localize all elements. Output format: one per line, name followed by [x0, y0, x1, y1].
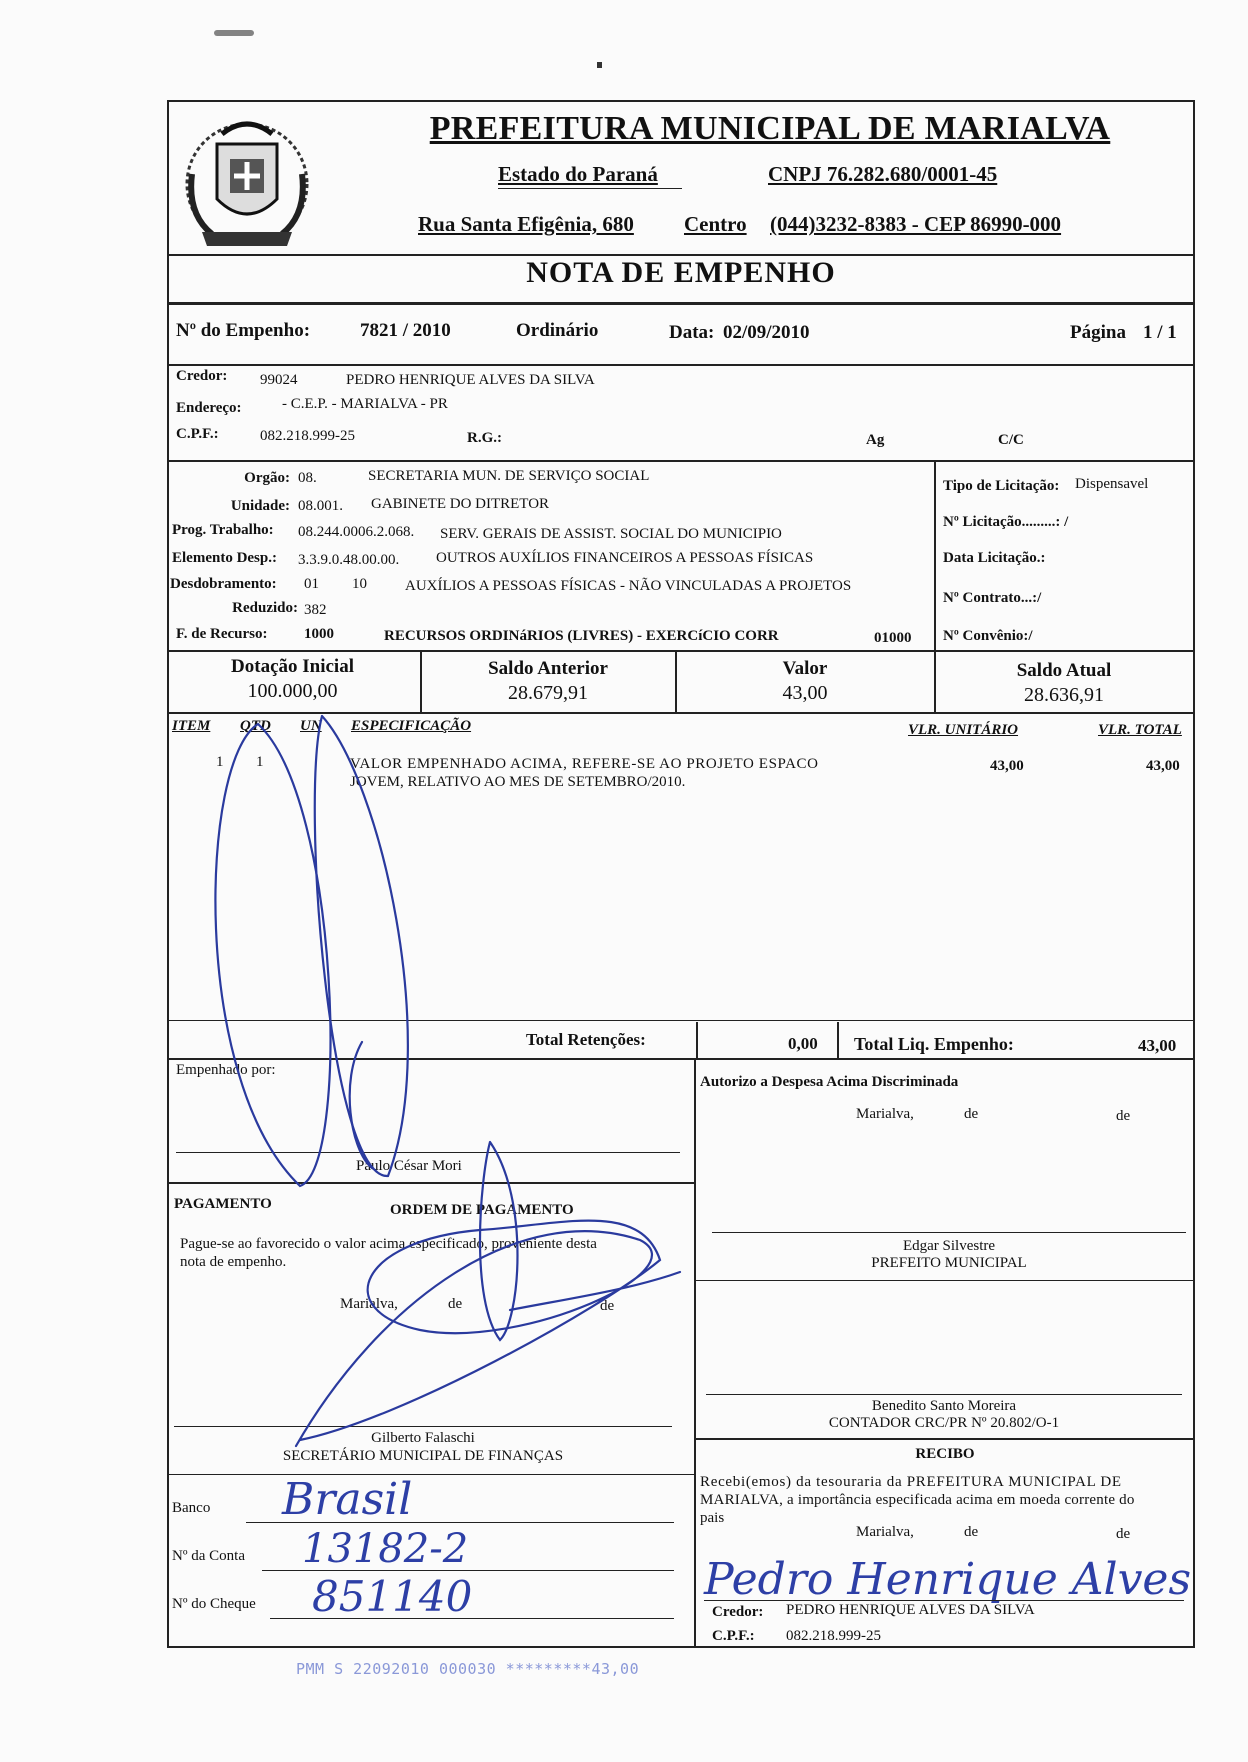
divider [167, 1058, 1195, 1060]
col-spec: ESPECIFICAÇÃO [351, 718, 472, 734]
col-un: UN [300, 718, 322, 734]
prog-name: SERV. GERAIS DE ASSIST. SOCIAL DO MUNICIPIO [440, 526, 782, 542]
licitacao-type-label: Tipo de Licitação: [943, 478, 1060, 494]
recibo-text-line3: pais [700, 1510, 725, 1526]
divider [167, 302, 1195, 305]
divider [695, 1438, 1195, 1440]
scan-speck [214, 30, 254, 36]
banco-label: Banco [172, 1500, 211, 1516]
divider [167, 712, 1195, 714]
prog-label: Prog. Trabalho: [172, 522, 274, 538]
desdobramento-name: AUXÍLIOS A PESSOAS FÍSICAS - NÃO VINCULADAS A PROJETOS [405, 578, 852, 594]
licitacao-date-label: Data Licitação.: [943, 550, 1046, 566]
signature-line [176, 1152, 680, 1153]
pagamento-de1: de [448, 1296, 463, 1312]
recibo-text-line1: Recebi(emos) da tesouraria da PREFEITURA MUNICIPAL DE [700, 1474, 1122, 1490]
empenho-number-label: Nº do Empenho: [176, 320, 311, 341]
payment-stamp: PMM S 22092010 000030 *********43,00 [296, 1660, 640, 1678]
valor-label: Valor [782, 658, 828, 679]
pagamento-text-line2: nota de empenho. [180, 1254, 287, 1270]
col-item: ITEM [172, 718, 211, 734]
street-label: Rua Santa Efigênia, 680 [418, 212, 634, 236]
item-qtd: 1 [256, 754, 264, 770]
municipality-title: PREFEITURA MUNICIPAL DE MARIALVA [429, 110, 1111, 147]
accountant-title: CONTADOR CRC/PR Nº 20.802/O-1 [828, 1415, 1060, 1431]
empenho-number: 7821 / 2010 [360, 320, 451, 341]
empenho-type: Ordinário [516, 320, 599, 341]
rg-label: R.G.: [467, 430, 502, 446]
cheque-label: Nº do Cheque [172, 1596, 256, 1612]
credor-address: - C.E.P. - MARIALVA - PR [282, 396, 448, 412]
signature-line [174, 1426, 672, 1427]
recibo-credor-label: Credor: [712, 1604, 764, 1620]
desdobramento-a: 01 [304, 576, 319, 592]
recibo-de1: de [964, 1524, 979, 1540]
credor-name: PEDRO HENRIQUE ALVES DA SILVA [346, 372, 595, 388]
district-label: Centro [684, 212, 747, 236]
pagamento-de2: de [600, 1298, 615, 1314]
divider [696, 1022, 698, 1058]
divider [837, 1022, 839, 1058]
empenhado-label: Empenhado por: [176, 1062, 276, 1078]
col-qtd: QTD [240, 718, 271, 734]
item-spec-line1: VALOR EMPENHADO ACIMA, REFERE-SE AO PROJETO ESPACO [350, 756, 819, 772]
state-underline [498, 188, 682, 189]
recibo-cpf: 082.218.999-25 [786, 1628, 881, 1644]
fonte-code: 1000 [304, 626, 334, 642]
signature-line [712, 1232, 1186, 1233]
divider [167, 460, 1195, 462]
empenho-date: 02/09/2010 [723, 322, 810, 343]
divider [694, 1058, 696, 1648]
divider [167, 1020, 1195, 1021]
ag-label: Ag [866, 432, 885, 448]
page-label: Página [1070, 322, 1126, 343]
elemento-name: OUTROS AUXÍLIOS FINANCEIROS A PESSOAS FÍSICAS [436, 550, 814, 566]
recibo-label: RECIBO [915, 1446, 975, 1462]
recibo-text-line2: MARIALVA, a importância especificada acima em moeda corrente do [700, 1492, 1135, 1508]
desdobramento-label: Desdobramento: [170, 576, 277, 592]
recibo-place: Marialva, [856, 1524, 914, 1540]
unidade-name: GABINETE DO DITRETOR [371, 496, 550, 512]
unidade-code: 08.001. [298, 498, 343, 514]
item-spec-line2: JOVEM, RELATIVO AO MES DE SETEMBRO/2010. [350, 774, 686, 790]
divider [695, 1280, 1195, 1281]
cpf-label: C.P.F.: [176, 426, 219, 442]
retencoes-value: 0,00 [788, 1034, 818, 1053]
licitacao-type: Dispensavel [1075, 476, 1149, 492]
pagamento-label: PAGAMENTO [174, 1196, 272, 1212]
orgao-code: 08. [298, 470, 317, 486]
dotacao-value: 100.000,00 [247, 680, 338, 702]
valor-value: 43,00 [782, 682, 828, 704]
mayor-name: Edgar Silvestre [902, 1238, 996, 1254]
scan-speck [597, 62, 602, 68]
credor-code: 99024 [260, 372, 298, 388]
date-label: Data: [669, 322, 715, 343]
autorizo-de1: de [964, 1106, 979, 1122]
liquido-value: 43,00 [1138, 1036, 1177, 1055]
item-total-value: 43,00 [1146, 758, 1180, 774]
desdobramento-b: 10 [352, 576, 367, 592]
item-number: 1 [216, 754, 224, 770]
item-unit-value: 43,00 [990, 758, 1024, 774]
recibo-de2: de [1116, 1526, 1131, 1542]
credor-label: Credor: [176, 368, 228, 384]
divider [167, 364, 1195, 366]
signature-line [706, 1394, 1182, 1395]
reduzido-value: 382 [304, 602, 327, 618]
signature-line [704, 1600, 1184, 1601]
recibo-credor-name: PEDRO HENRIQUE ALVES DA SILVA [786, 1602, 1035, 1618]
banco-handwritten: Brasil [282, 1474, 413, 1525]
col-total-value: VLR. TOTAL [1098, 722, 1182, 738]
conta-label: Nº da Conta [172, 1548, 245, 1564]
divider [934, 460, 936, 652]
dotacao-label: Dotação Inicial [231, 656, 354, 677]
recibo-cpf-label: C.P.F.: [712, 1628, 755, 1644]
state-label: Estado do Paraná [498, 162, 658, 186]
elemento-code: 3.3.9.0.48.00.00. [298, 552, 400, 568]
credor-cpf: 082.218.999-25 [260, 428, 355, 444]
pagamento-place: Marialva, [340, 1296, 398, 1312]
unidade-label: Unidade: [230, 498, 290, 514]
document-title: NOTA DE EMPENHO [526, 256, 836, 289]
pagamento-text-line1: Pague-se ao favorecido o valor acima especificado, proveniente desta [180, 1236, 597, 1252]
conta-handwritten: 13182-2 [302, 1526, 469, 1572]
contrato-label: Nº Contrato...:/ [943, 590, 1042, 606]
phone-cep-label: (044)3232-8383 - CEP 86990-000 [770, 212, 1062, 236]
mayor-title: PREFEITO MUNICIPAL [871, 1255, 1027, 1271]
fonte-name: RECURSOS ORDINáRIOS (LIVRES) - EXERCíCIO CORR [384, 628, 779, 644]
autorizo-label: Autorizo a Despesa Acima Discriminada [700, 1074, 959, 1090]
ordem-pagamento-label: ORDEM DE PAGAMENTO [390, 1202, 574, 1218]
saldo-anterior-label: Saldo Anterior [488, 658, 608, 679]
fonte-tail: 01000 [874, 630, 912, 646]
cnpj-label: CNPJ 76.282.680/0001-45 [768, 162, 998, 186]
autorizo-de2: de [1116, 1108, 1131, 1124]
fonte-label: F. de Recurso: [176, 626, 268, 642]
col-unit-value: VLR. UNITÁRIO [908, 722, 1019, 738]
licitacao-number-label: Nº Licitação.........: / [943, 514, 1069, 530]
coat-of-arms-icon [172, 104, 322, 254]
finance-secretary-name: Gilberto Falaschi [371, 1430, 475, 1446]
cc-label: C/C [998, 432, 1024, 448]
divider [167, 1182, 695, 1184]
orgao-label: Orgão: [244, 470, 290, 486]
saldo-anterior-value: 28.679,91 [508, 682, 588, 704]
page-number: 1 / 1 [1143, 322, 1177, 343]
elemento-label: Elemento Desp.: [172, 550, 277, 566]
autorizo-place: Marialva, [856, 1106, 914, 1122]
cheque-handwritten: 851140 [312, 1572, 473, 1621]
liquido-label: Total Liq. Empenho: [854, 1034, 1014, 1054]
credor-signature: Pedro Henrique Alves [704, 1554, 1192, 1605]
divider [167, 1474, 695, 1475]
convenio-label: Nº Convênio:/ [943, 628, 1033, 644]
accountant-name: Benedito Santo Moreira [871, 1398, 1017, 1414]
finance-secretary-title: SECRETÁRIO MUNICIPAL DE FINANÇAS [282, 1448, 564, 1464]
prog-code: 08.244.0006.2.068. [298, 524, 415, 540]
address-label: Endereço: [176, 400, 242, 416]
divider [167, 650, 1195, 652]
saldo-atual-value: 28.636,91 [1024, 684, 1104, 706]
retencoes-label: Total Retenções: [526, 1030, 646, 1049]
orgao-name: SECRETARIA MUN. DE SERVIÇO SOCIAL [368, 468, 650, 484]
reduzido-label: Reduzido: [232, 600, 298, 616]
empenhado-signer: Paulo César Mori [356, 1158, 462, 1174]
saldo-atual-label: Saldo Atual [1016, 660, 1112, 681]
